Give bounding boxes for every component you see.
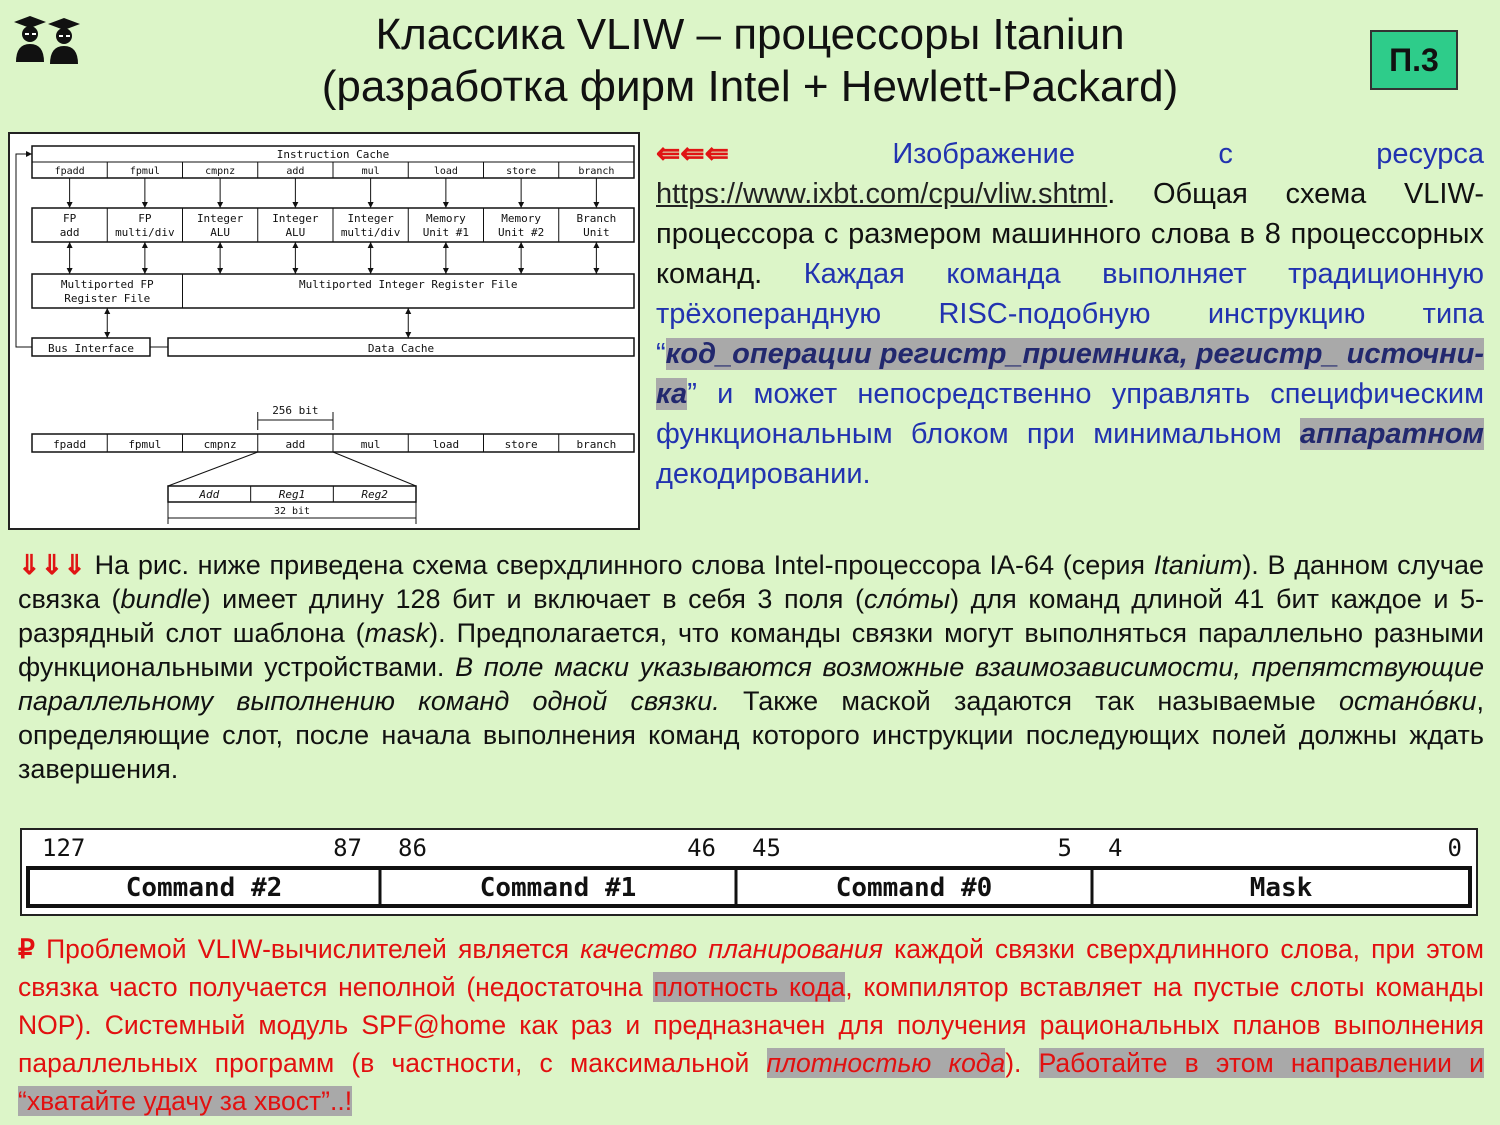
arrow-head <box>104 332 110 338</box>
arrow-head <box>217 268 223 274</box>
unit-type: multi/div <box>340 226 401 239</box>
text-b1i: качество планирования <box>580 934 883 964</box>
bit-number-label: 86 <box>398 834 427 862</box>
unit-name: Integer <box>347 212 394 225</box>
arrow-head <box>593 268 599 274</box>
problem-description <box>18 930 1484 1120</box>
data-cache-label: Data Cache <box>367 342 435 355</box>
top-slot-label: store <box>506 166 537 177</box>
int-regfile-label: Multiported Integer Register File <box>298 278 518 291</box>
arrow-head <box>67 202 73 208</box>
text-s3: ) имеет длину 128 бит и включает в себя 3 поля ( <box>201 584 864 614</box>
bundle-bit-layout <box>20 828 1478 916</box>
word-slot-label: branch <box>576 438 617 451</box>
right-description <box>656 134 1484 494</box>
text-s1i: Itanium <box>1153 550 1243 580</box>
arrow-head <box>405 332 411 338</box>
source-intro: Изображение с ресурса <box>892 138 1484 170</box>
arrow-head <box>593 202 599 208</box>
arrow-head <box>142 202 148 208</box>
arrow-head <box>26 151 32 157</box>
unit-type: ALU <box>210 226 231 239</box>
unit-name: Memory <box>426 212 466 225</box>
text-s2i: bundle <box>120 584 202 614</box>
word-slot-label: mul <box>360 438 381 451</box>
arrow-head <box>292 242 298 248</box>
text-b2h: плотность кода <box>653 972 846 1002</box>
top-slot-label: add <box>286 166 305 177</box>
arrow-head <box>518 268 524 274</box>
word-slot-label: fpmul <box>128 438 162 451</box>
text-s4i: mask <box>364 618 430 648</box>
unit-name: FP <box>138 212 152 225</box>
text-s4: ) для команд длиной 41 бит каждое и 5-разрядный слот шаблона ( <box>18 584 1484 648</box>
zoom-line <box>168 452 258 486</box>
desc-command: Каждая команда выполняет традиционную трёхоперандную RISC-подобную инструкцию типа “ <box>656 258 1484 370</box>
arrow-head <box>443 268 449 274</box>
text-s5i: В поле маски указываются возможные взаимозависимости, препятствующие параллельному выполнению команд одной связки. <box>18 652 1484 716</box>
arrow-head <box>443 242 449 248</box>
arrow-head <box>67 242 73 248</box>
text-b3h: плотностью кода <box>766 1048 1006 1078</box>
bundle-field-label: Command #1 <box>479 873 637 903</box>
two-graduates-icon <box>10 12 84 68</box>
bit-number-label: 0 <box>1447 834 1462 862</box>
unit-type: Unit <box>583 226 610 239</box>
word-slot-label: fpadd <box>53 438 87 451</box>
vliw-diagram <box>8 132 640 530</box>
top-slot-label: fpadd <box>54 166 85 177</box>
bit-number-label: 45 <box>752 834 781 862</box>
instruction-field-label: Reg1 <box>278 488 306 501</box>
arrow-head <box>217 202 223 208</box>
unit-name: Integer <box>196 212 244 225</box>
text-s2: ). В данном случае связка ( <box>18 550 1485 614</box>
text-s6i: остано́вки <box>1339 686 1477 716</box>
top-slot-label: cmpnz <box>205 166 236 177</box>
text-b4h: Работайте в этом направлении и “хватайте удачу за хвост”..! <box>18 1048 1484 1116</box>
bundle-field-label: Command #2 <box>125 873 283 903</box>
bit-number-label: 87 <box>333 834 362 862</box>
instruction-width-label: 32 bit <box>273 506 311 517</box>
logo <box>10 12 84 68</box>
arrow-head <box>518 202 524 208</box>
bit-number-label: 5 <box>1057 834 1072 862</box>
bus-feedback-line <box>16 154 32 347</box>
desc-decoding: декодировании. <box>656 458 871 490</box>
ruble-icon: ₽ <box>18 934 35 964</box>
left-arrows-icon: ⇚⇚⇚ <box>656 138 729 170</box>
arrow-head <box>593 242 599 248</box>
fp-regfile-label: Multiported FP <box>60 278 154 291</box>
bundle-field-label: Mask <box>1249 873 1313 903</box>
arrow-head <box>142 268 148 274</box>
page-badge: П.3 <box>1370 30 1458 90</box>
unit-name: Integer <box>272 212 319 225</box>
desc-command-end: ” и может непосредственно управлять специфическим функциональным блоком при минимальном <box>656 378 1484 450</box>
instruction-field-label: Add <box>199 488 220 501</box>
bit-number-label: 127 <box>42 834 86 862</box>
text-s7: , определяющие слот, после начала выполнения команд которого инструкции последующих полей должны ждать завершения. <box>18 686 1484 784</box>
down-arrows-icon: ⇓⇓⇓ <box>18 550 86 580</box>
arrow-head <box>67 268 73 274</box>
text-s3i: сло́ты <box>863 584 951 614</box>
word-slot-label: cmpnz <box>203 438 237 451</box>
bit-number-label: 46 <box>687 834 716 862</box>
arrow-head <box>217 242 223 248</box>
arrow-head <box>142 242 148 248</box>
unit-type: Unit #2 <box>497 226 545 239</box>
unit-name: FP <box>63 212 77 225</box>
bit-number-label: 4 <box>1108 834 1123 862</box>
word-slot-label: load <box>432 438 460 451</box>
zoom-line <box>333 452 416 486</box>
instruction-cache-label: Instruction Cache <box>276 148 390 161</box>
word-slot-label: store <box>504 438 538 451</box>
instruction-field-label: Reg2 <box>361 488 388 501</box>
page-title-line1: Классика VLIW – процессоры Itaniun <box>375 10 1125 59</box>
top-slot-label: mul <box>361 166 380 177</box>
text-s5: ). Предполагается, что команды связки могут выполняться параллельно разными функциональными устройствами. <box>18 618 1484 682</box>
arrow-head <box>368 202 374 208</box>
word-slot-label: add <box>285 438 306 451</box>
arrow-head <box>518 242 524 248</box>
text-s6: Также маской задаются так называемые <box>719 686 1340 716</box>
arrow-head <box>443 202 449 208</box>
arrow-head <box>368 242 374 248</box>
desc-general: . Общая схема VLIW-процессора с размером машинного слова в 8 процессорных команд. <box>656 178 1484 290</box>
arrow-head <box>368 268 374 274</box>
text-b3: , компилятор вставляет на пустые слоты команды NOP). Системный модуль SPF@home как раз и предназначен для получения рациональных планов выполнения параллельных программ (в частности, с максимальной <box>18 972 1484 1078</box>
source-link[interactable]: https://www.ixbt.com/cpu/vliw.shtml <box>656 178 1108 210</box>
text-b4: ). <box>1005 1048 1039 1078</box>
word-width-label: 256 bit <box>272 404 319 417</box>
instruction-format: код_операции регистр_приемника, регистр_ источни-ка <box>656 338 1484 410</box>
top-slot-label: fpmul <box>129 166 160 177</box>
bundle-description <box>18 548 1484 786</box>
text-b2: каждой связки сверхдлинного слова, при этом связка часто получается неполной (недостаточна <box>18 934 1484 1002</box>
text-b1: Проблемой VLIW-вычислителей является <box>34 934 581 964</box>
fp-regfile-label: Register File <box>64 292 151 305</box>
hardware-term: аппаратном <box>1300 418 1485 450</box>
unit-name: Branch <box>576 212 617 225</box>
vliw-processor-schematic <box>10 134 638 528</box>
arrow-head <box>292 268 298 274</box>
unit-type: ALU <box>285 226 306 239</box>
text-s1: На рис. ниже приведена схема сверхдлинного слова Intel-процессора IA-64 (серия <box>94 550 1154 580</box>
arrow-head <box>405 308 411 314</box>
bundle-field-label: Command #0 <box>835 873 993 903</box>
arrow-head <box>292 202 298 208</box>
bundle-format-diagram <box>22 830 1476 914</box>
unit-type: Unit #1 <box>422 226 470 239</box>
unit-name: Memory <box>501 212 541 225</box>
page-title-line2: (разработка фирм Intel + Hewlett-Packard) <box>321 62 1179 111</box>
top-slot-label: load <box>433 166 458 177</box>
top-slot-label: branch <box>578 166 615 177</box>
arrow-head <box>104 308 110 314</box>
unit-type: add <box>59 226 80 239</box>
bus-interface-label: Bus Interface <box>47 342 135 355</box>
unit-type: multi/div <box>115 226 175 239</box>
